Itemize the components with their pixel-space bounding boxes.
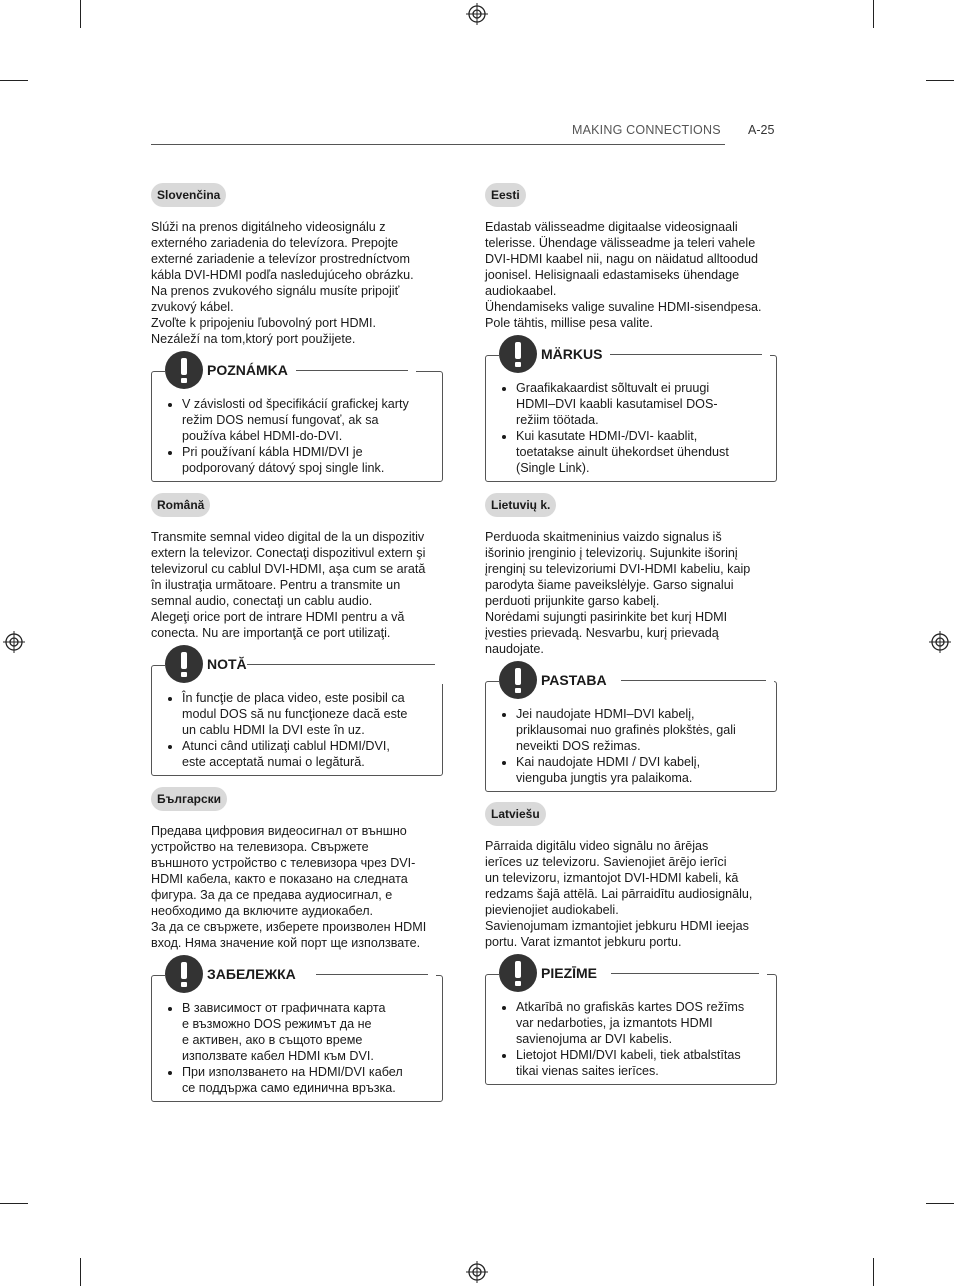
- section-body-text: Предава цифровия видеосигнал от външно устройство на телевизора. Свържете външното устройство с телевизора чрез DVI- HDMI кабела, както е показано на следната фигура. За да се предава аудиосигнал, е необходимо да включите аудиокабел. За да се свържете, изберете произволен HDMI вход. Няма значение кой порт ще използвате.: [151, 824, 427, 950]
- language-tag: Български: [151, 787, 227, 811]
- note-item: • Atunci când utilizaţi cablul HDMI/DVI, este acceptată numai o legătură.: [182, 738, 434, 770]
- note-box: [151, 966, 443, 1102]
- crop-mark: [873, 0, 874, 28]
- note-list: [494, 380, 768, 476]
- note-header: [499, 660, 774, 700]
- note-header: [499, 953, 767, 993]
- note-item: • Kui kasutate HDMI-/DVI- kaablit, toetatakse ainult ühekordset ühendust (Single Link).: [516, 428, 768, 476]
- note-list: [160, 690, 434, 770]
- registration-mark-icon: [466, 1261, 488, 1283]
- note-header: [165, 954, 436, 994]
- note-item: • Jei naudojate HDMI–DVI kabelį, priklausomai nuo grafinės plokštės, gali neveikti DOS režimas.: [516, 706, 768, 754]
- note-title: POZNÁMKA: [207, 362, 288, 378]
- note-list: [494, 999, 768, 1079]
- crop-mark: [0, 80, 28, 81]
- note-item: • Atkarībā no grafiskās kartes DOS režīms var nedarboties, ja izmantots HDMI savienojuma ar DVI kabelis.: [516, 999, 768, 1047]
- crop-mark: [926, 1203, 954, 1204]
- section-eesti: [485, 183, 777, 482]
- note-box: [151, 362, 443, 482]
- exclamation-icon: [499, 954, 537, 992]
- note-item: • Lietojot HDMI/DVI kabeli, tiek atbalstītas tikai vienas saites ierīces.: [516, 1047, 768, 1079]
- note-header: [165, 644, 443, 684]
- section-balgarski: [151, 787, 443, 1102]
- note-item: • Kai naudojate HDMI / DVI kabelį, vienguba jungtis yra palaikoma.: [516, 754, 768, 786]
- registration-mark-icon: [466, 3, 488, 25]
- section-body-text: Transmite semnal video digital de la un dispozitiv extern la televizor. Conectaţi dispozitivul extern şi televizorul cu cablul DVI-HDMI, aşa cum se arată în ilustraţia următoare. Pentru a transmite un semnal audio, conectaţi un cablu audio. Alegeţi orice port de intrare HDMI pentru a vă conecta. Nu are importanţă ce port utilizaţi.: [151, 530, 426, 640]
- note-list: [494, 706, 768, 786]
- language-tag: Română: [151, 493, 210, 517]
- language-tag: Lietuvių k.: [485, 493, 556, 517]
- note-title: ЗАБЕЛЕЖКА: [207, 966, 296, 982]
- header-rule: [151, 144, 725, 145]
- note-box: [151, 656, 443, 776]
- page-number: A-25: [748, 123, 775, 137]
- note-header-rule: [610, 354, 762, 355]
- note-item: • În funcţie de placa video, este posibil ca modul DOS să nu funcţioneze dacă este un cablu HDMI la DVI este în uz.: [182, 690, 434, 738]
- exclamation-icon: [499, 335, 537, 373]
- exclamation-icon: [165, 351, 203, 389]
- note-header-rule: [296, 370, 408, 371]
- note-box: [485, 346, 777, 482]
- exclamation-icon: [165, 955, 203, 993]
- note-list: [160, 396, 434, 476]
- section-body-text: Perduoda skaitmeninius vaizdo signalus iš išorinio įrenginio į televizorių. Sujunkite išorinį įrenginį su televizoriumi DVI-HDMI kabeliu, kaip parodyta šiame paveikslėlyje. Garso signalui perduoti prijunkite garso kabelį. Norėdami sujungti pasirinkite bet kurį HDMI įvesties prievadą. Nesvarbu, kurį prievadą naudojate.: [485, 530, 751, 656]
- note-title: MÄRKUS: [541, 346, 603, 362]
- crop-mark: [80, 0, 81, 28]
- language-tag: Eesti: [485, 183, 526, 207]
- note-header: [499, 334, 770, 374]
- crop-mark: [873, 1258, 874, 1286]
- registration-mark-icon: [3, 631, 25, 653]
- header-section-title: MAKING CONNECTIONS: [572, 123, 721, 137]
- section-romana: [151, 493, 443, 776]
- note-header-rule: [247, 664, 435, 665]
- note-header: [165, 350, 416, 390]
- exclamation-icon: [165, 645, 203, 683]
- crop-mark: [926, 80, 954, 81]
- note-box: [485, 965, 777, 1085]
- note-item: • Pri používaní kábla HDMI/DVI je podporovaný dátový spoj single link.: [182, 444, 434, 476]
- note-item: • В зависимост от графичната карта е възможно DOS режимът да не е активен, ако в същото време използвате кабел HDMI към DVI.: [182, 1000, 434, 1064]
- note-content: [485, 355, 777, 482]
- note-header-rule: [316, 974, 428, 975]
- note-item: • При използването на HDMI/DVI кабел се поддържа само единична връзка.: [182, 1064, 434, 1096]
- note-item: • Graafikakaardist sõltuvalt ei pruugi HDMI–DVI kaabli kasutamisel DOS- režiim töötada.: [516, 380, 768, 428]
- registration-mark-icon: [929, 631, 951, 653]
- note-list: [160, 1000, 434, 1096]
- section-body-text: Edastab välisseadme digitaalse videosignaali telerisse. Ühendage välisseadme ja teleri vahele DVI-HDMI kaabel nii, nagu on näidatud alltoodud joonisel. Helisignaali edastamiseks ühendage audiokaabel. Ühendamiseks valige suvaline HDMI-sisendpesa. Pole tähtis, millise pesa valite.: [485, 220, 762, 330]
- note-title: PIEZĪME: [541, 965, 598, 981]
- note-header-rule: [611, 973, 759, 974]
- note-box: [485, 672, 777, 792]
- language-tag: Latviešu: [485, 802, 546, 826]
- note-title: PASTABA: [541, 672, 607, 688]
- section-body-text: Slúži na prenos digitálneho videosignálu z externého zariadenia do televízora. Prepojte externé zariadenie a televízor prostredníctvom kábla DVI-HDMI podľa nasledujúceho obrázku. Na prenos zvukového signálu musíte pripojiť zvukový kábel. Zvoľte k pripojeniu ľubovolný port HDMI. Nezáleží na tom,ktorý port použijete.: [151, 220, 414, 346]
- section-slovencina: [151, 183, 443, 482]
- exclamation-icon: [499, 661, 537, 699]
- section-body-text: Pārraida digitālu video signālu no ārējas ierīces uz televizoru. Savienojiet ārējo ierīci un televizoru, izmantojot DVI-HDMI kabeli, kā redzams šajā attēlā. Lai pārraidītu audiosignālu, pievienojiet audiokabeli. Savienojumam izmantojiet jebkuru HDMI ieejas portu. Varat izmantot jebkuru portu.: [485, 839, 753, 949]
- section-latviesu: [485, 802, 777, 1085]
- note-header-rule: [621, 680, 766, 681]
- note-item: • V závislosti od špecifikácií grafickej karty režim DOS nemusí fungovať, ak sa používa kábel HDMI-do-DVI.: [182, 396, 434, 444]
- crop-mark: [0, 1203, 28, 1204]
- section-lietuviu: [485, 493, 777, 792]
- crop-mark: [80, 1258, 81, 1286]
- note-content: [151, 975, 443, 1102]
- note-title: NOTĂ: [207, 656, 247, 672]
- language-tag: Slovenčina: [151, 183, 226, 207]
